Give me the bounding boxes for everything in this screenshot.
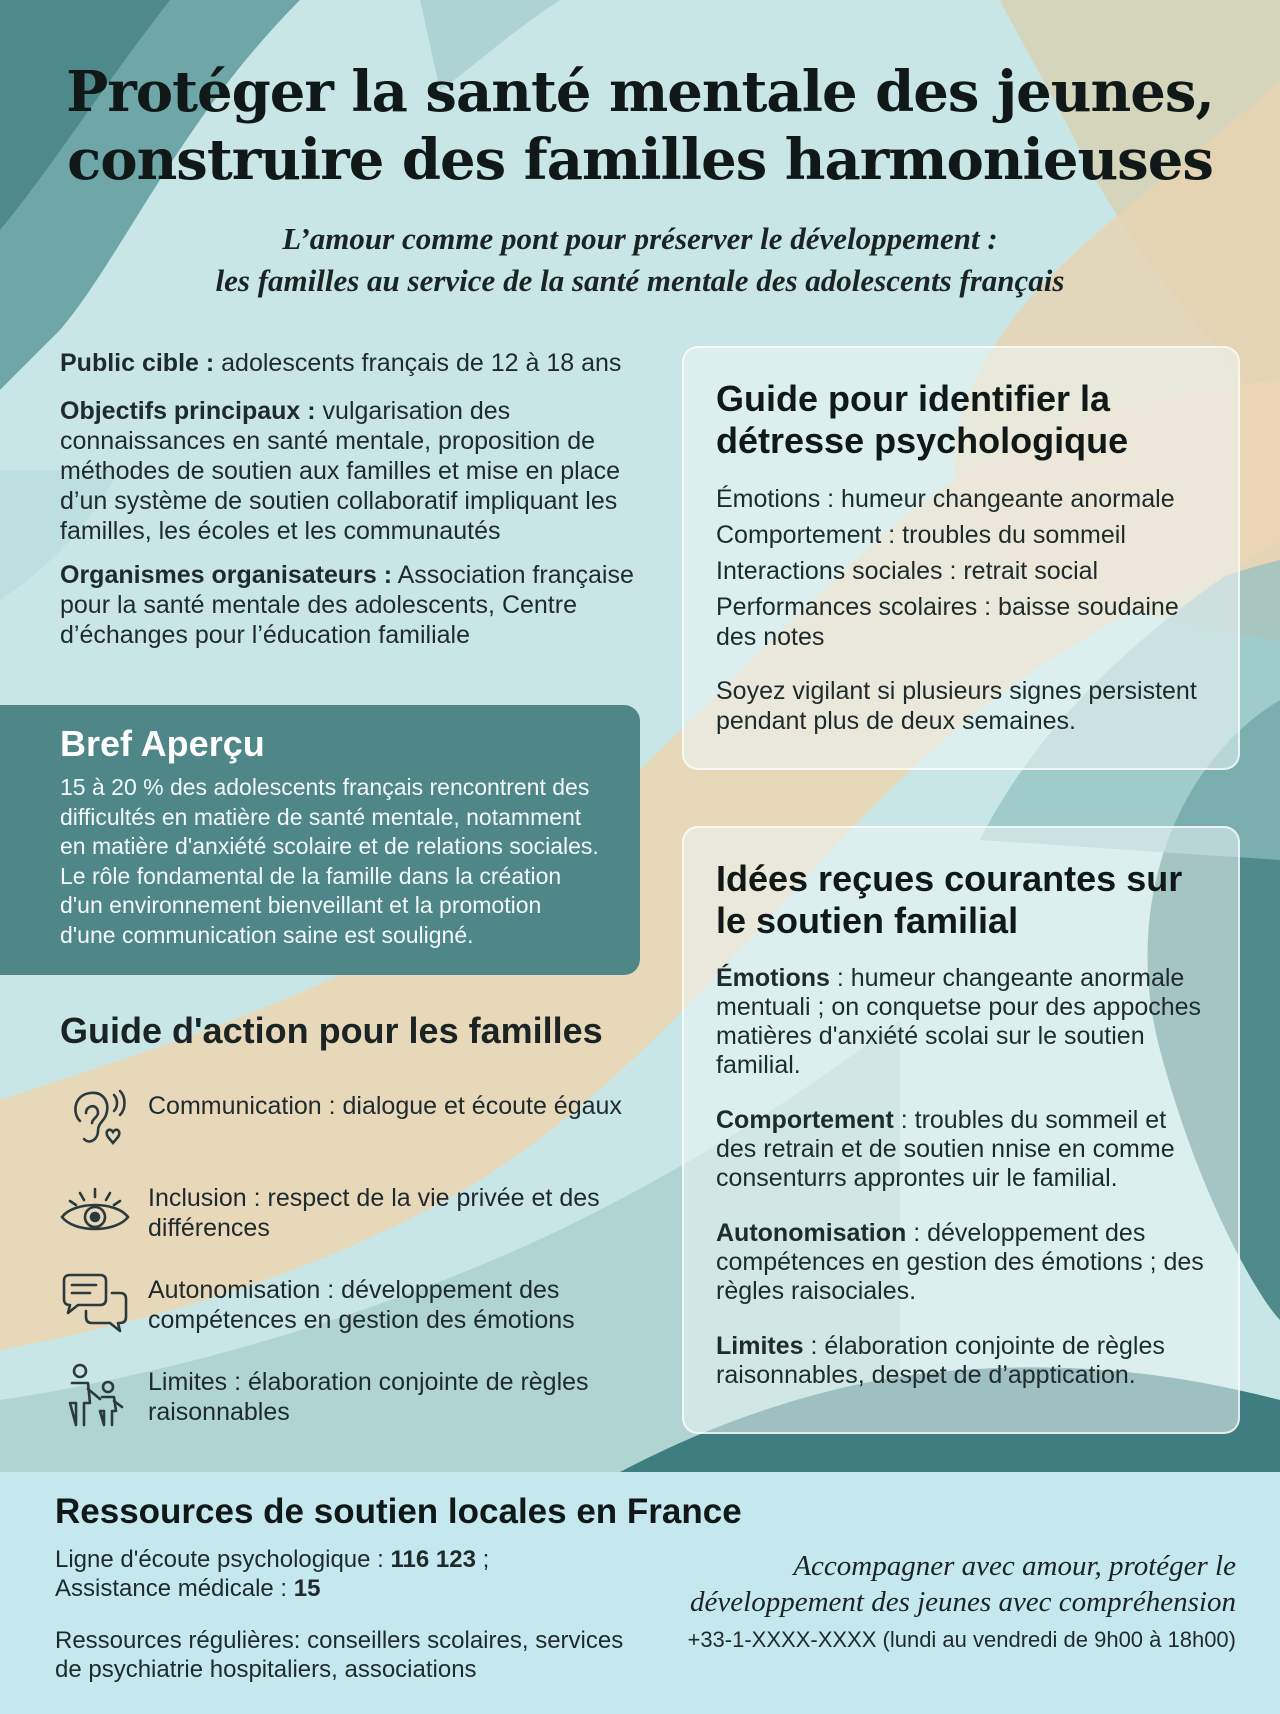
idees-title: Idées reçues courantes sur le soutien familial xyxy=(716,858,1183,941)
idees-recues-card xyxy=(682,826,1240,1434)
regular-resources: Ressources régulières: conseillers scolaires, services de psychiatrie hospitaliers, associations xyxy=(55,1627,624,1683)
action-text: Inclusion : respect de la vie privée et des différences xyxy=(148,1184,600,1242)
tagline: Accompagner avec amour, protéger le développement des jeunes avec compréhension xyxy=(690,1550,1236,1618)
info-block xyxy=(60,348,650,668)
ear-heart-icon xyxy=(58,1083,132,1157)
action-text: Autonomisation : développement des compétences en gestion des émotions xyxy=(148,1276,575,1334)
page-title: Protéger la santé mentale des jeunes, construire des familles harmonieuses xyxy=(66,59,1214,193)
apercu-title: Bref Aperçu xyxy=(60,723,265,764)
action-text: Limites : élaboration conjointe de règles raisonnables xyxy=(148,1368,589,1426)
apercu-text: 15 à 20 % des adolescents français rencontrent des difficultés en matière de santé mentale, notamment en matière d'anxiété scolaire et de relations sociales. Le rôle fondamental de la famille dans la création d'un environnement bienveillant et la promotion d'une communication saine est souligné. xyxy=(60,774,599,948)
detresse-line: Comportement : troubles du sommeil xyxy=(716,521,1126,549)
idee-item: Comportement : troubles du sommeil et des retrain et de soutien nnise en comme consenturrs appronte​s uir le familial. xyxy=(716,1106,1175,1192)
detresse-title: Guide pour identifier la détresse psychologique xyxy=(716,378,1129,461)
list-item xyxy=(58,1269,658,1361)
idee-item: Émotions : humeur changeante anormale mentuali ; on conquetse pour des appoches matières d'anxiété scolai sur le soutien familial. xyxy=(716,964,1202,1079)
action-list xyxy=(58,1085,658,1453)
page-subtitle: L’amour comme pont pour préserver le développement : les familles au service de la santé mentale des adolescents français xyxy=(215,221,1065,298)
detresse-line: Performances scolaires : baisse soudaine des notes xyxy=(716,593,1179,651)
detresse-line: Interactions sociales : retrait social xyxy=(716,557,1099,585)
list-item xyxy=(58,1085,658,1177)
speech-bubbles-icon xyxy=(58,1267,132,1341)
action-text: Communication : dialogue et écoute égaux xyxy=(148,1092,622,1120)
bref-apercu-panel xyxy=(0,705,640,975)
eye-icon xyxy=(58,1175,132,1249)
list-item xyxy=(58,1361,658,1453)
parent-child-icon xyxy=(58,1359,132,1433)
resources-title: Ressources de soutien locales en France xyxy=(55,1492,742,1531)
idee-item: Autonomisation : développement des compétences en gestion des émotions ; des règles raisociales. xyxy=(716,1219,1204,1305)
idee-item: Limites : élaboration conjointe de règles raisonnables, despet de d’apptication. xyxy=(716,1332,1165,1389)
phone-number: +33-1-XXXX-XXXX (lundi au vendredi de 9h00 à 18h00) xyxy=(687,1627,1236,1652)
detresse-warning: Soyez vigilant si plusieurs signes persistent pendant plus de deux semaines. xyxy=(716,677,1197,735)
hotline-info: Ligne d'écoute psychologique : 116 123 ; Assistance médicale : 15 xyxy=(55,1546,490,1602)
detresse-line: Émotions : humeur changeante anormale xyxy=(716,485,1175,513)
organismes-organisateurs: Organismes organisateurs : Association française pour la santé mentale des adolescents, Centre d’échanges pour l’éducation familiale xyxy=(60,561,634,649)
list-item xyxy=(58,1177,658,1269)
detresse-card xyxy=(682,346,1240,770)
public-cible: Public cible : adolescents français de 12 à 18 ans xyxy=(60,349,622,377)
objectifs-principaux: Objectifs principaux : vulgarisation des connaissances en santé mentale, proposition de méthodes de soutien aux familles et mise en place d’un système de soutien collaboratif impliquant les familles, les écoles et les communautés xyxy=(60,397,621,545)
guide-action-title: Guide d'action pour les familles xyxy=(60,1010,603,1051)
